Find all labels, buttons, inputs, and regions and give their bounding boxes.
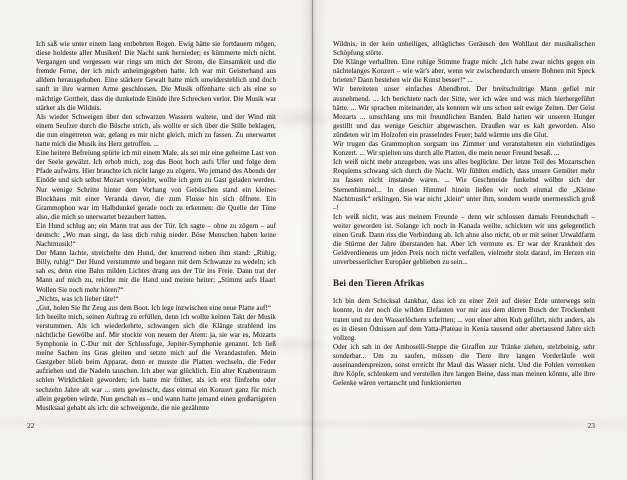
paragraph: Wildnis, in der kein unheiliges, alltägliches Geräusch den Wohllaut der musikalischen Schöpfung störte. [333, 40, 595, 58]
page-gutter-shadow [300, 0, 326, 480]
paragraph: „Gut, holen Sie Ihr Zeug aus dem Boot. Ich lege inzwischen eine neue Platte auf!“ [36, 303, 271, 312]
paragraph: Oder ich sah in der Amboselli-Steppe die Giraffen zur Tränke ziehen, stelzbeinig, sehr sonderbar... Um zu saufen, müssen die Tiere ihre langen Vorderläufe weit auseinanderspreizen, sonst erreicht ihr Maul das Wasser nicht. Und die Fohlen verrenken ihre Köpfe, schlenkern und verstellen ihre langen Beine, dass man meinen könnte, alle ihre Gelenke wären vertauscht und funktionierten [333, 342, 595, 388]
gutter-fold-line [312, 0, 313, 480]
right-page-paragraphs-bottom [333, 297, 595, 388]
paragraph: Der Mann lachte, streichelte den Hund, der knurrend neben ihm stand: „Ruhig, Billy, ruhig!“ Der Hund verstummte und begann mit dem Schwanze zu wedeln; ich sah es, denn eine Bahn milden Lichtes drang aus der Tür ins Freie. Dann trat der Mann auf mich zu, reichte mir die Hand und meinte heiter: „Stimmt aufs Haar! Wollen Sie noch mehr hören?“ [36, 249, 276, 294]
section-heading: Bei den Tieren Afrikas [333, 278, 425, 289]
paragraph: Ich weiß nicht, was aus meinem Freunde – denn wir schlossen damals Freundschaft – weiter geworden ist. Solange ich noch in Kanada weilte, schickten wir uns gelegentlich einen Gruß. Dann riss die Verbindung ab. Ich ahne also nicht, ob er mit seiner Urwaldfarm die Stürme der Jahre überstanden hat. Aber ich vermute es. Er war der Krankheit des Geldverdienens um jeden Preis noch nicht verfallen, vielmehr stolz darauf, im Herzen ein unverbesserlicher Europäer geblieben zu sein... [333, 212, 595, 267]
right-page-paragraphs-top [333, 40, 595, 267]
paragraph: Wir bereiteten unser einfaches Abendbrot. Der breitschultrige Mann gefiel mir ausnehmend. ... Ich berichtete nach der Sitte, wer ich wäre und was mich hierhergeführt hätte. ... Wir sprachen miteinander, als kennten wir uns schon seit ewige Zeiten. Der Geist Mozarts ... umschlang uns mit freundlichen Banden. Bald hatten wir unseren Hunger gestillt und das wenige Geschirr abgewaschen. Draußen war es kalt geworden. Also zündeten wir im Holzofen ein prasselndes Feuer; bald wärmte uns die Glut. [333, 85, 595, 139]
paragraph: Ich saß wie unter einem lang entbehrten Regen. Ewig hätte sie fortdauern mögen, diese holdeste aller Musiken! Die Nacht sank hernieder; es kümmerte mich nicht. Vergangen und vergessen war rings um mich der Strom, die Einsamkeit und die fremde Ferne, der ich mich anheimgegeben hatte. Ich war mit Geisterhand aus alldem herausgehoben. Eine stärkere Gewalt hatte mich unwiderstehlich und doch sanft in ihre warmen Arme geschlossen. Die Musik offenbarte sich als eine so mächtige Gottheit, dass die dunkelnde Einöde ihre Schrecken verlor. Die Musik war stärker als die Wildnis. [36, 40, 276, 112]
paragraph: Die Klänge verhallten. Eine ruhige Stimme fragte mich: „Ich habe zwar nichts gegen ein nächtelanges Konzert – wie wär's aber, wenn wir zwischendurch unsere Bohnen mit Speck brieten? Dann bestehen wir die Kunst besser!“ ... [333, 58, 595, 85]
left-page-text-block [36, 40, 276, 413]
paragraph: Ich bin dem Schicksal dankbar, dass ich zu einer Zeit auf dieser Erde unterwegs sein konnte, in der noch die wilden Elefanten vor mir aus dem dürren Busch der Trockenheit traten und zu den Wasserlöchern schritten; ... von einer alten Kuh geführt, nicht anders, als es in diesen Ödnissen auf dem Yatta-Plateau in Kenia tausend oder abertausend Jahre sich vollzog. [333, 297, 595, 342]
paragraph: Als wieder Schweigen über den schwarzen Wassern waltete, und der Wind mit einem Seufzer durch die Büsche strich, als wollte er sich über die Stille beklagen, die nun eingetreten war, gelang es mir nicht gleich, mich zu fassen. Zu unerwartet hatte mich die Musik ins Herz getroffen. ... [36, 112, 276, 149]
paragraph: Ich beeilte mich, seinen Auftrag zu erfüllen, denn ich wollte keinen Takt der Musik verstummen. Als ich wiederkehrte, schwangen sich die Klänge strahlend ins nächtliche Gewölbe auf. Mir stockte von neuem der Atem: ja, sie war es, Mozarts Symphonie in C-Dur mit der Schlussfuge, Jupiter-Symphonie genannt. Ich ließ meine Sachen ins Gras gleiten und setzte mich auf die Verandastufen. Mein Gastgeber blieb beim Apparat, denn er musste die Platten wechseln, die Feder aufziehen und die Nadeln tauschen. Ich aber war glücklich. Ein alter Knabentraum schien Wirklichkeit geworden; ich hatte mir früher, als ich erst fünfzehn oder sechzehn Jahre alt war ... stets gewünscht, dass einmal ein Konzert ganz für mich allein gegeben würde. Nun geschah es – und wann hatte jemand einen großartigeren Musiksaal gehabt als ich: die schweigende, die nie gezähmte [36, 312, 276, 412]
paragraph: Wir trugen das Grammophon sorgsam ins Zimmer und veranstalteten ein vielstündiges Konzert. ... Wir spielten uns durch alle Platten, die mein neuer Freund besaß. ... [333, 140, 595, 158]
paragraph: Ich weiß nicht mehr anzugeben, was uns alles beglückte. Der letzte Teil des Mozartschen Requiems schwang sich durch die Nacht. Wir fühlten endlich, dass unsere Gemüter mehr zu fassen nicht imstande waren. ... Wie Geschmeide funkelnd wölbte sich der Sternenhimmel... In diesen Himmel hinein ließen wir noch einmal die „Kleine Nachtmusik“ erklingen. Sie war nicht „klein“ unter ihm, sondern wurde unermesslich groß –! [333, 158, 595, 212]
paragraph: Ein Hund schlug an; ein Mann trat aus der Tür. Ich sagte – ohne zu zögern – auf deutsch: „Wo man singt, da lass dich ruhig nieder. Böse Menschen haben keine Nachtmusik!“ [36, 221, 276, 249]
right-page-text-block [333, 40, 595, 388]
left-page-number: 22 [27, 421, 35, 430]
paragraph: Eine heitere Befreiung spürte ich mit einem Male, als sei mir eine geheime Last von der Seele gewälzt. Ich erhob mich, zog das Boot hoch aufs Ufer und folge dem Pfade aufwärts. Hier brauchte ich nicht lange zu zögern. Wo jemand des Abends der Einöde und sich selbst Mozart vorspielte, wollte ich gern zu Gast geladen werden. Nur wenige Schritte hinter dem Vorhang von Gebüschen stand ein kleines Blockhaus mit einer Veranda davor, die zum Flusse hin sich öffnete. Ein Grammophon war im Halbdunkel gerade noch zu erkennen: die Quelle der Töne also, die mich so unerwartet bezaubert hatten. [36, 149, 276, 221]
right-page-number: 23 [587, 421, 595, 430]
paragraph: „Nichts, was ich lieber täte!“ [36, 294, 119, 303]
